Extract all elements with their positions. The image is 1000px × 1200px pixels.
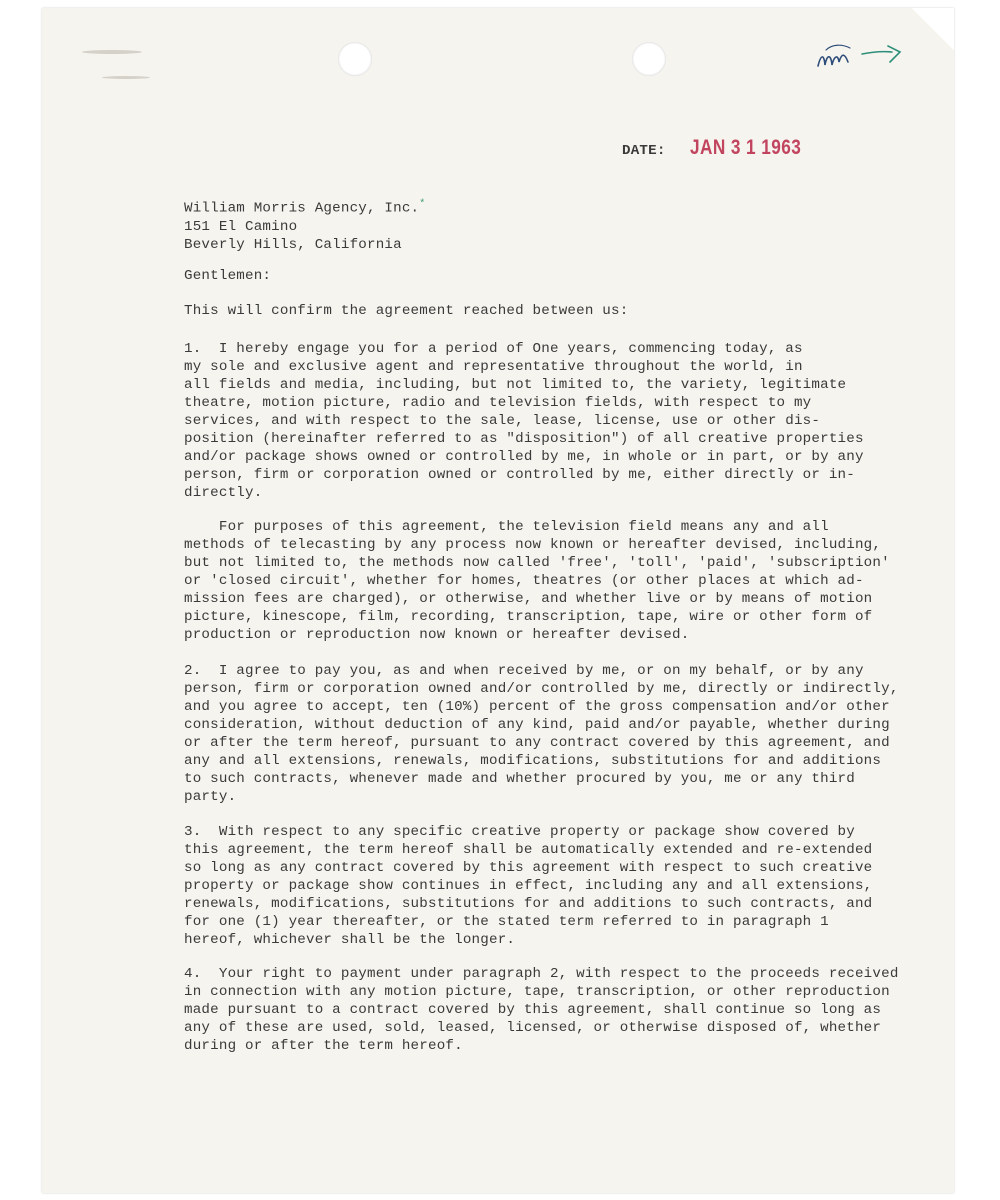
text-line: position (hereinafter referred to as "disposition") of all creative properties (184, 431, 864, 447)
text-line: mission fees are charged), or otherwise, and whether live or by means of motion (184, 591, 873, 607)
recipient-street: 151 El Camino (184, 218, 298, 235)
text-line: theatre, motion picture, radio and television fields, with respect to my (184, 395, 812, 411)
handwritten-note (812, 32, 912, 82)
text-line: and you agree to accept, ten (10%) percent of the gross compensation and/or other (184, 699, 890, 715)
date-label: DATE: (622, 143, 666, 159)
text-line: for one (1) year thereafter, or the stated term referred to in paragraph 1 (184, 914, 829, 930)
text-line: to such contracts, whenever made and whether procured by you, me or any third (184, 771, 855, 787)
text-line: all fields and media, including, but not limited to, the variety, legitimate (184, 377, 847, 393)
text-line: or after the term hereof, pursuant to any contract covered by this agreement, and (184, 735, 890, 751)
punch-hole-left (338, 42, 372, 76)
paragraph-4 (184, 965, 899, 1055)
text-line: For purposes of this agreement, the television field means any and all (184, 519, 829, 535)
paragraph-television-definition (184, 518, 890, 644)
text-line: renewals, modifications, substitutions for and additions to such contracts, and (184, 896, 873, 912)
text-line: made pursuant to a contract covered by this agreement, shall continue so long as (184, 1002, 882, 1018)
text-line: and/or package shows owned or controlled by me, in whole or in part, or by any (184, 449, 864, 465)
punch-hole-right (632, 42, 666, 76)
paragraph-3 (184, 823, 872, 949)
date-stamp: JAN 3 1 1963 (689, 136, 801, 159)
text-line: so long as any contract covered by this agreement with respect to such creative (184, 860, 873, 876)
text-line: party. (184, 789, 237, 805)
text-line: my sole and exclusive agent and representative throughout the world, in (184, 359, 803, 375)
date-line (622, 136, 825, 160)
intro-line: This will confirm the agreement reached between us: (184, 303, 629, 319)
text-line: services, and with respect to the sale, lease, license, use or other dis- (184, 413, 821, 429)
paper-smudge (82, 50, 142, 54)
text-line: consideration, without deduction of any kind, paid and/or payable, whether during (184, 717, 890, 733)
torn-corner (912, 8, 954, 50)
paragraph-1 (184, 340, 864, 502)
text-line: methods of telecasting by any process now known or hereafter devised, including, (184, 537, 882, 553)
text-line: any of these are used, sold, leased, licensed, or otherwise disposed of, whether (184, 1020, 882, 1036)
text-line: or 'closed circuit', whether for homes, theatres (or other places at which ad- (184, 573, 864, 589)
recipient-asterisk: * (419, 199, 426, 210)
text-line: person, firm or corporation owned or controlled by me, either directly or in- (184, 467, 855, 483)
text-line: in connection with any motion picture, tape, transcription, or other reproduction (184, 984, 890, 1000)
letter-page (42, 8, 954, 1193)
recipient-name-line (184, 196, 425, 218)
recipient-address (184, 196, 425, 254)
text-line: 2. I agree to pay you, as and when received by me, or on my behalf, or by any (184, 663, 864, 679)
text-line: any and all extensions, renewals, modifications, substitutions for and additions (184, 753, 882, 769)
text-line: 4. Your right to payment under paragraph 2, with respect to the proceeds received (184, 966, 899, 982)
text-line: person, firm or corporation owned and/or controlled by me, directly or indirectly, (184, 681, 899, 697)
recipient-name: William Morris Agency, Inc. (184, 200, 420, 217)
text-line: directly. (184, 485, 263, 501)
salutation: Gentlemen: (184, 268, 272, 284)
paper-smudge (102, 76, 150, 79)
text-line: this agreement, the term hereof shall be automatically extended and re-extended (184, 842, 873, 858)
text-line: during or after the term hereof. (184, 1038, 463, 1054)
text-line: 1. I hereby engage you for a period of One years, commencing today, as (184, 341, 803, 357)
text-line: 3. With respect to any specific creative property or package show covered by (184, 824, 855, 840)
text-line: but not limited to, the methods now called 'free', 'toll', 'paid', 'subscription' (184, 555, 890, 571)
text-line: production or reproduction now known or hereafter devised. (184, 627, 690, 643)
recipient-city: Beverly Hills, California (184, 236, 402, 253)
text-line: picture, kinescope, film, recording, transcription, tape, wire or other form of (184, 609, 873, 625)
text-line: property or package show continues in effect, including any and all extensions, (184, 878, 873, 894)
paragraph-2 (184, 662, 899, 806)
text-line: hereof, whichever shall be the longer. (184, 932, 516, 948)
